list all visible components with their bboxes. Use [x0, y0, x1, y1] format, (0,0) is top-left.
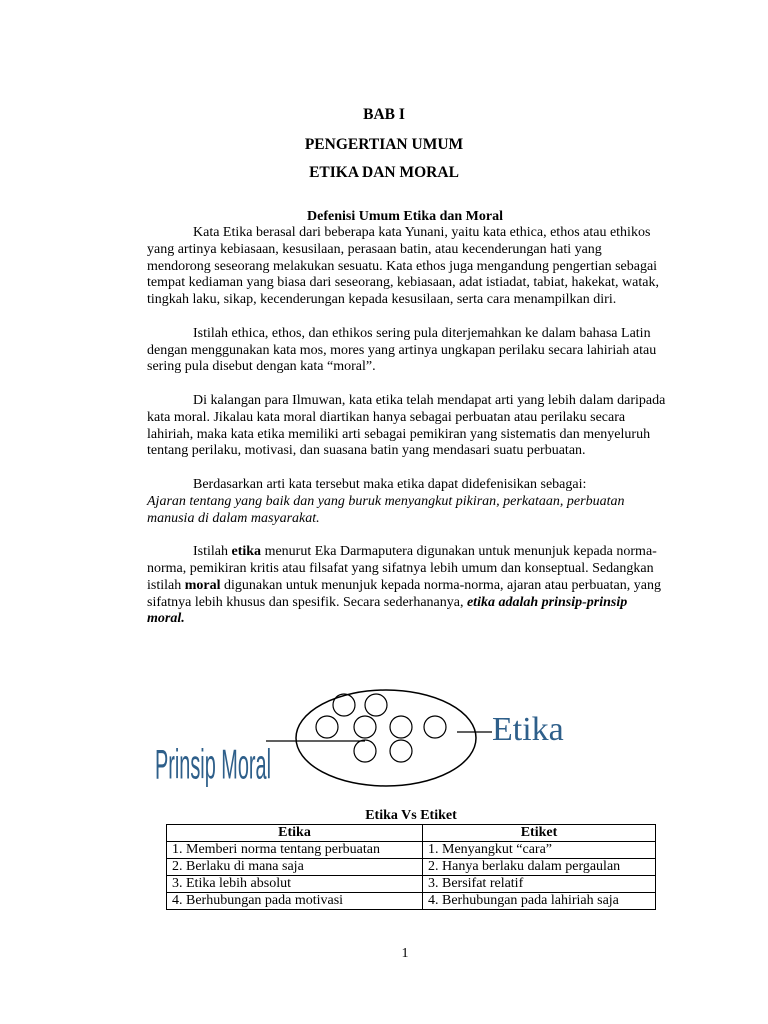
p5-part-e: digunakan untuk menunjuk kepada norma-norma, ajaran atau perbuatan, yang sifatnya lebih khusus dan spesifik. Secara sederhananya, [147, 577, 661, 610]
principle-circle [390, 740, 412, 762]
table-cell: 3. Bersifat relatif [423, 876, 656, 893]
principle-circle [390, 716, 412, 738]
table-cell: 3. Etika lebih absolut [167, 876, 423, 893]
principle-circle [354, 716, 376, 738]
table-cell: 4. Berhubungan pada lahiriah saja [423, 893, 656, 910]
table-row [167, 842, 656, 859]
table-cell: 1. Menyangkut “cara” [423, 842, 656, 859]
body-text [147, 225, 667, 628]
p5-part-c: menurut Eka Darmaputera digunakan untuk menunjuk kepada norma-norma, pemikiran kritis atau filsafat yang sifatnya lebih umum dan konseptual. Sedangkan istilah [147, 544, 657, 593]
etika-label: Etika [492, 711, 564, 748]
section-title: Defenisi Umum Etika dan Moral [307, 209, 503, 224]
table-row [167, 893, 656, 910]
etika-ellipse [296, 690, 476, 786]
paragraph-4-lead: Berdasarkan arti kata tersebut maka etika dapat didefenisikan sebagai: [193, 476, 587, 492]
paragraph-3: Di kalangan para Ilmuwan, kata etika telah mendapat arti yang lebih dalam daripada kata moral. Jikalau kata moral diartikan hanya sebagai perbuatan atau perilaku secara lahiriah, maka kata etika memiliki arti sebagai pemikiran yang sistematis dan menyeluruh tentang perilaku, motivasi, dan suasana batin yang mendasari suatu perbuatan. [147, 392, 666, 459]
table-title: Etika Vs Etiket [365, 808, 457, 823]
definition-italic: Ajaran tentang yang baik dan yang buruk menyangkut pikiran, perkataan, perbuatan manusia di dalam masyarakat. [147, 493, 625, 526]
principle-circle [424, 716, 446, 738]
paragraph-2: Istilah ethica, ethos, dan ethikos sering pula diterjemahkan ke dalam bahasa Latin dengan menggunakan kata mos, mores yang artinya ungkapan perilaku secara lahiriah atau sering pula disebut dengan kata “moral”. [147, 325, 657, 375]
table-cell: 1. Memberi norma tentang perbuatan [167, 842, 423, 859]
page-number: 1 [401, 946, 409, 961]
table-cell: 2. Hanya berlaku dalam pergaulan [423, 859, 656, 876]
paragraph-5 [147, 544, 667, 628]
p5-conclusion: etika adalah prinsip-prinsip moral. [147, 594, 628, 627]
table-cell: 2. Berlaku di mana saja [167, 859, 423, 876]
table-row [167, 859, 656, 876]
definition-text [147, 494, 667, 528]
table-row [167, 876, 656, 893]
title-heading-1: PENGERTIAN UMUM [304, 136, 464, 153]
header-etika: Etika [167, 825, 423, 842]
paragraph-1: Kata Etika berasal dari beberapa kata Yunani, yaitu kata ethica, ethos atau ethikos yang artinya kebiasaan, kesusilaan, perasaan batin, atau kecenderungan hati yang mendorong seseorang melakukan sesuatu. Kata ethos juga mengandung pengertian sebagai tempat kediaman yang biasa dari seseorang, kebiasaan, adat istiadat, tabiat, hakekat, watak, tingkah laku, sikap, kecenderungan kepada kesusilaan, serta cara menampilkan diri. [147, 225, 659, 308]
etika-vs-etiket-table [166, 824, 656, 910]
chapter-heading: BAB I [363, 106, 405, 123]
etika-moral-diagram [150, 688, 600, 798]
title-heading-2: ETIKA DAN MORAL [309, 164, 459, 181]
header-etiket: Etiket [423, 825, 656, 842]
principle-circle [316, 716, 338, 738]
p5-moral-bold: moral [184, 577, 221, 593]
principle-circle [354, 740, 376, 762]
principle-circle [333, 694, 355, 716]
table-cell: 4. Berhubungan pada motivasi [167, 893, 423, 910]
principle-circle [365, 694, 387, 716]
prinsip-moral-label: Prinsip Moral [155, 740, 271, 788]
p5-part-a: Istilah [193, 544, 232, 560]
p5-etika-bold: etika [231, 544, 262, 560]
table-header-row [167, 825, 656, 842]
moral-principle-circles [316, 694, 446, 762]
